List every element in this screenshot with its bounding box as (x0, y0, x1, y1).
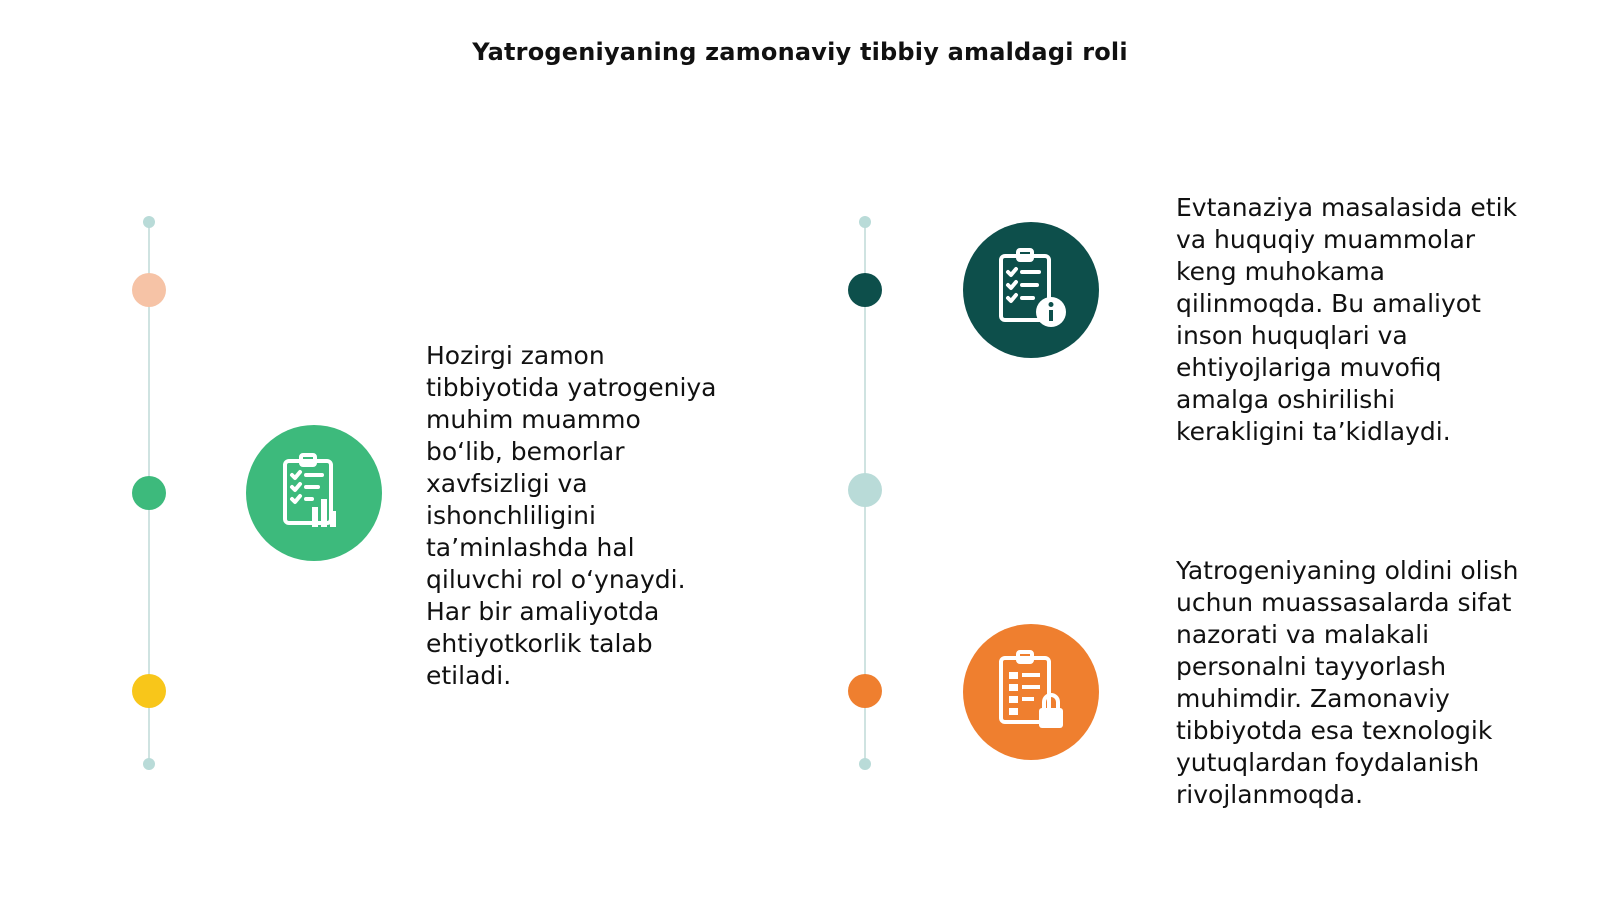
right-timeline-dot-mint (848, 473, 882, 507)
clipboard-chart-icon (246, 425, 382, 561)
left-timeline-top-end (143, 216, 155, 228)
clipboard-lock-icon (963, 624, 1099, 760)
left-timeline-bottom-end (143, 758, 155, 770)
item-text-2: Evtanaziya masalasida etik va huquqiy muammolar keng muhokama qilinmoqda. Bu amaliyot inson huquqlari va ehtiyojlariga muvofiq amalga oshirilishi kerakligini ta’kidlaydi. (1176, 193, 1518, 446)
page-title: Yatrogeniyaning zamonaviy tibbiy amaldagi roli (472, 38, 1128, 66)
clipboard-info-icon (963, 222, 1099, 358)
right-timeline-dot-teal (848, 273, 882, 307)
item-text-1: Hozirgi zamon tibbiyotida yatrogeniya muhim muammo bo‘lib, bemorlar xavfsizligi va ishonchliligini ta’minlashda hal qiluvchi rol o‘ynaydi. Har bir amaliyotda ehtiyotkorlik talab etiladi. (426, 341, 717, 690)
right-timeline-top-end (859, 216, 871, 228)
item-text-3: Yatrogeniyaning oldini olish uchun muassasalarda sifat nazorati va malakali personalni tayyorlash muhimdir. Zamonaviy tibbiyotda esa texnologik yutuqlardan foydalanish rivojlanmoqda. (1176, 556, 1519, 809)
right-timeline-bottom-end (859, 758, 871, 770)
left-timeline-dot-peach (132, 273, 166, 307)
left-timeline-dot-yellow (132, 674, 166, 708)
right-timeline-dot-orange (848, 674, 882, 708)
left-timeline-dot-green (132, 476, 166, 510)
